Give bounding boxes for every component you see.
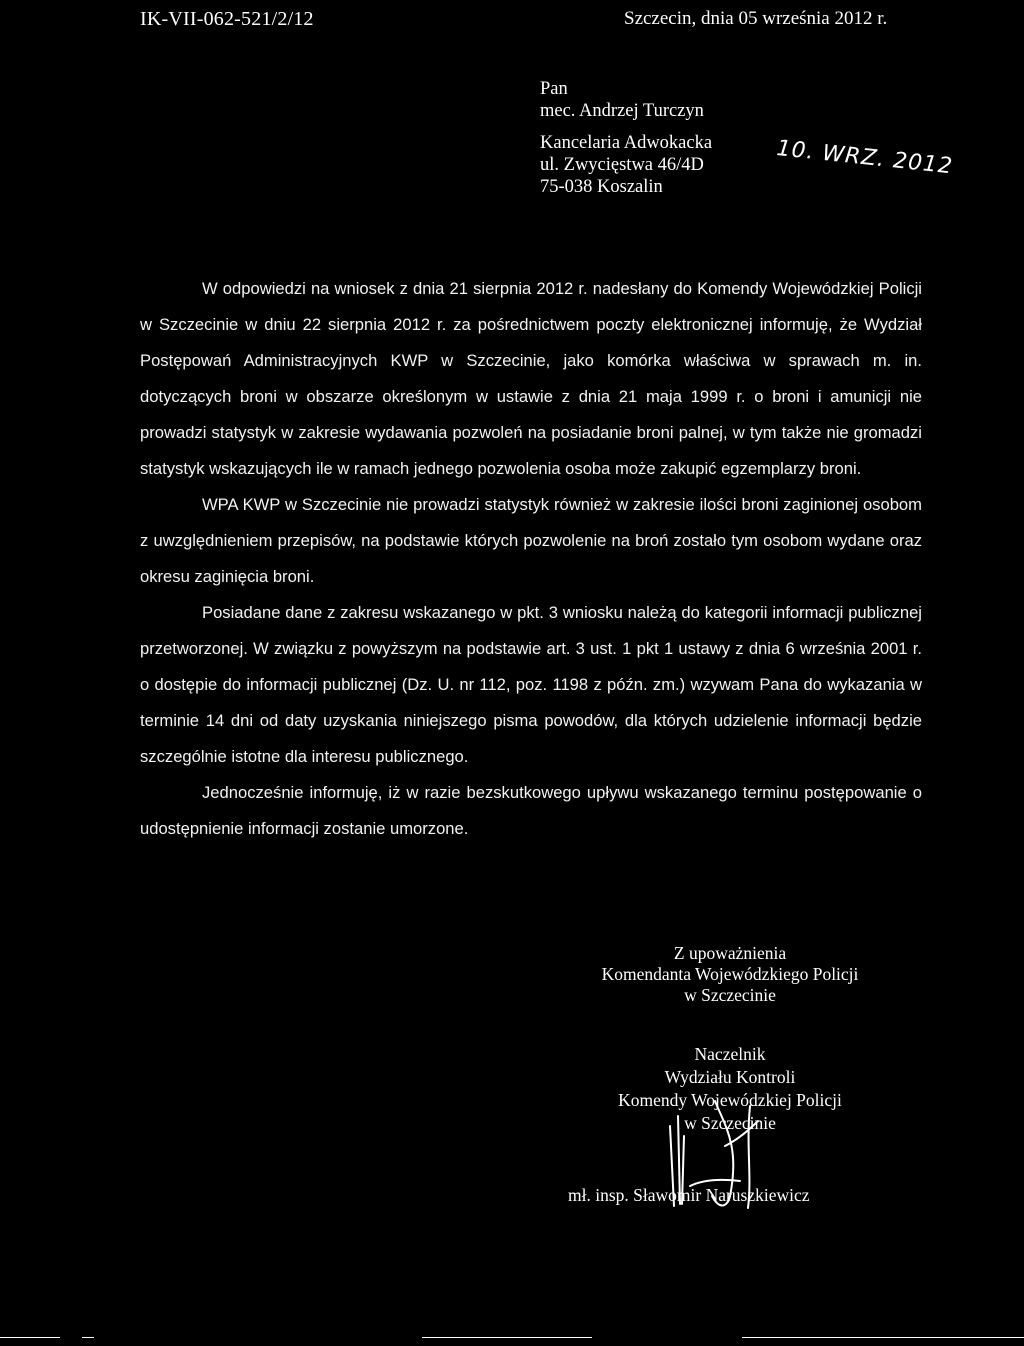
- signatory-unit: Komendy Wojewódzkiej Policji: [618, 1090, 842, 1110]
- recipient-city: 75-038 Koszalin: [540, 177, 663, 197]
- signatory-location: w Szczecinie: [684, 1113, 776, 1133]
- recipient-address: [540, 78, 712, 198]
- recipient-salutation: Pan: [540, 79, 568, 99]
- signatory-position: Naczelnik: [694, 1044, 766, 1064]
- received-date-stamp: 10. WRZ. 2012: [775, 136, 955, 180]
- authorization-block: [540, 943, 920, 1006]
- footer-rule-4: [742, 1337, 1024, 1338]
- body-paragraph-4: Jednocześnie informuję, iż w razie bezskutkowego upływu wskazanego terminu postępowanie o udostępnienie informacji zostanie umorzone.: [140, 783, 922, 838]
- body-paragraph-1: W odpowiedzi na wniosek z dnia 21 sierpnia 2012 r. nadesłany do Komendy Wojewódzkiej Policji w Szczecinie w dniu 22 sierpnia 2012 r. za pośrednictwem poczty elektronicznej informuję, że Wydział Postępowań Administracyjnych KWP w Szczecinie, jako komórka właściwa w sprawach m. in. dotyczących broni w obszarze określonym w ustawie z dnia 21 maja 1999 r. o broni i amunicji nie prowadzi statystyk w zakresie wydawania pozwoleń na posiadanie broni palnej, w tym także nie gromadzi statystyk wskazujących ile w ramach jednego pozwolenia osoba może zakupić egzemplarzy broni.: [140, 279, 922, 478]
- letter-body: [140, 271, 922, 847]
- footer-rule-2: [82, 1337, 94, 1338]
- body-paragraph-2: WPA KWP w Szczecinie nie prowadzi statystyk również w zakresie ilości broni zaginionej osobom z uwzględnieniem przepisów, na podstawie których pozwolenie na broń zostało tym osobom wydane oraz okresu zaginięcia broni.: [140, 495, 922, 586]
- document-reference-number: IK-VII-062-521/2/12: [140, 8, 314, 30]
- body-paragraph-3: Posiadane dane z zakresu wskazanego w pkt. 3 wniosku należą do kategorii informacji publicznej przetworzonej. W związku z powyższym na podstawie art. 3 ust. 1 pkt 1 ustawy z dnia 6 września 2001 r. o dostępie do informacji publicznej (Dz. U. nr 112, poz. 1198 z późn. zm.) wzywam Pana do wykazania w terminie 14 dni od daty uzyskania niniejszego pisma powodów, dla których udzielenie informacji będzie szczególnie istotne dla interesu publicznego.: [140, 603, 922, 766]
- place-and-date: Szczecin, dnia 05 września 2012 r.: [624, 8, 888, 29]
- footer-rule-1: [0, 1337, 60, 1338]
- authorization-line: Z upoważnienia: [673, 943, 787, 963]
- signatory-department: Wydziału Kontroli: [664, 1067, 796, 1087]
- recipient-office: Kancelaria Adwokacka: [540, 133, 713, 153]
- authority-title: Komendanta Wojewódzkiego Policji: [601, 964, 859, 984]
- recipient-name: mec. Andrzej Turczyn: [540, 101, 704, 121]
- authority-location: w Szczecinie: [684, 985, 776, 1005]
- recipient-street: ul. Zwycięstwa 46/4D: [540, 155, 704, 175]
- signatory-name: mł. insp. Sławomir Naruszkiewicz: [568, 1185, 810, 1205]
- footer-rule-3: [422, 1337, 592, 1338]
